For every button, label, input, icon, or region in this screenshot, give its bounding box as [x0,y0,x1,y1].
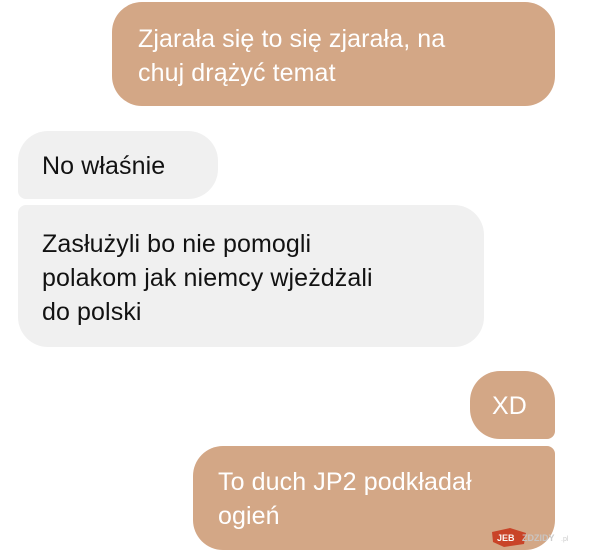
watermark-logo-icon [490,526,580,548]
message-text-line: XD [492,392,527,420]
message-text-line: Zasłużyli bo nie pomogli [42,230,312,258]
message-text-line: do polski [42,298,142,326]
watermark-logo [490,526,580,548]
svg-text:ZDZIDY: ZDZIDY [522,533,555,543]
svg-text:.pl: .pl [561,536,569,543]
message-bubble-sent[interactable] [112,2,555,106]
message-text-line: To duch JP2 podkładał [218,468,472,496]
message-text-line: ogień [218,502,280,530]
message-bubble-sent[interactable] [470,371,555,439]
message-text-line: polakom jak niemcy wjeżdżali [42,264,373,292]
message-bubble-received[interactable] [18,131,218,199]
message-bubble-received[interactable] [18,205,484,347]
message-text-line: chuj drążyć temat [138,59,336,87]
svg-text:JEB: JEB [497,533,515,543]
message-text-line: No właśnie [42,152,166,180]
message-text-line: Zjarała się to się zjarała, na [138,25,446,53]
